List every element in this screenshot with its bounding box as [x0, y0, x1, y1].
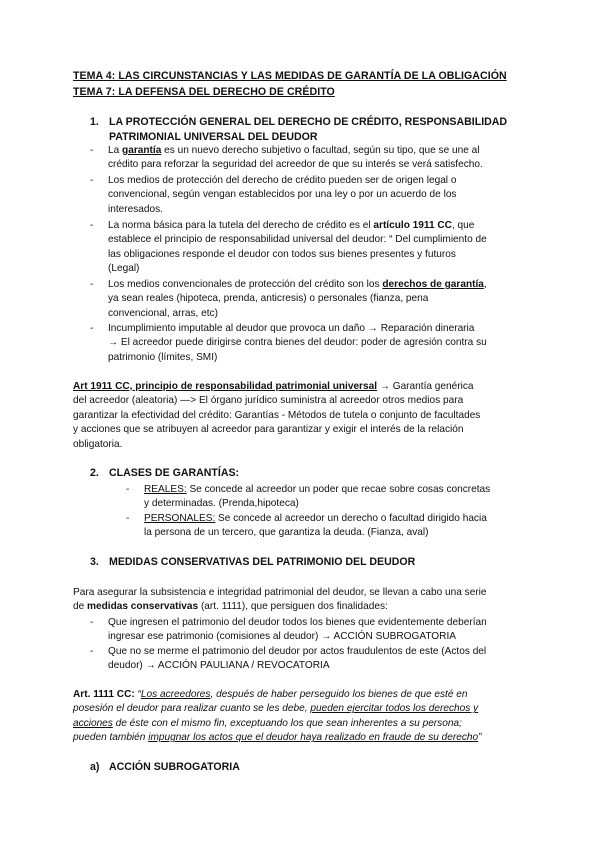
bullet-dash: - — [90, 617, 94, 628]
text-line: crédito para reforzar la seguridad del acreedor de que su interés se verá satisfecho. — [108, 159, 483, 171]
text-line: Incumplimiento imputable al deudor que provoca un daño → Reparación dineraria — [108, 323, 475, 334]
text-run: posesión el deudor para realizar cuanto se les debe, — [73, 703, 311, 715]
text-run: pueden también — [73, 732, 149, 744]
text-line: convencional, arras, etc) — [108, 307, 218, 319]
section-1-heading-line2: PATRIMONIAL UNIVERSAL DEL DEUDOR — [109, 131, 318, 143]
bullet-dash: - — [90, 646, 94, 657]
text-line: (Legal) — [108, 263, 140, 275]
art-1111-paragraph — [73, 688, 533, 746]
subsection-a-number: a) — [90, 761, 100, 773]
section-3-heading — [90, 556, 415, 568]
text-line: del acreedor (aleatoria) —> El órgano jurídico suministra al acreedor otros medios para — [73, 395, 464, 407]
text-run: (art. 1111), que persiguen dos finalidades: — [198, 601, 388, 613]
quote-underlined: Los acreedores — [140, 689, 211, 700]
text-run: de éste con el mismo fin, exceptuando los que sean inherentes a su persona; — [112, 717, 462, 729]
text-line: convencional, según vengan establecidos por una ley o por un acuerdo de los — [108, 189, 457, 201]
text-run: , que — [451, 220, 475, 231]
bullet-dash: - — [90, 220, 94, 231]
text-line: → El acreedor puede dirigirse contra bienes del deudor: poder de agresión contra su — [108, 337, 487, 349]
medidas-conservativas-term: medidas conservativas — [87, 601, 199, 613]
text-line: la persona de un tercero, que garantiza la deuda. (Fianza, aval) — [144, 527, 429, 539]
art-1911-paragraph — [73, 380, 533, 452]
text-run: , — [483, 279, 487, 290]
bullet-dash: - — [126, 513, 130, 524]
text-run: de — [73, 601, 88, 613]
text-line: interesados. — [108, 203, 163, 215]
text-run: La — [108, 145, 123, 156]
text-line: Los medios de protección del derecho de crédito pueden ser de origen legal o — [108, 175, 457, 186]
text-run: → Garantía genérica — [377, 381, 474, 392]
bullet-dash: - — [90, 279, 94, 290]
text-line: y determinadas. (Prenda,hipoteca) — [144, 498, 299, 510]
text-run: Los medios convencionales de protección del crédito son los — [108, 279, 383, 290]
quote-underlined: acciones — [73, 717, 113, 729]
subsection-a-heading-text: ACCIÓN SUBROGATORIA — [109, 761, 240, 773]
text-line: establece el principio de responsabilidad universal del deudor: “ Del cumplimiento de — [108, 234, 487, 246]
section-1-heading — [90, 116, 508, 143]
section-1-number: 1. — [90, 116, 99, 128]
text-line: Que no se merme el patrimonio del deudor por actos fraudulentos de este (Actos del — [108, 646, 487, 657]
text-run: , después de haber perseguido los bienes de que esté en — [210, 689, 468, 700]
section-2-heading — [90, 467, 239, 479]
art-1911-heading: Art 1911 CC, principio de responsabilidad patrimonial universal — [73, 381, 378, 392]
articulo-1911-term: artículo 1911 CC — [373, 220, 452, 231]
section-3-number: 3. — [90, 556, 99, 568]
personales-label: PERSONALES: — [144, 513, 216, 524]
text-line: patrimonio (límites, SMI) — [108, 351, 218, 363]
text-run: es un nuevo derecho subjetivo o facultad, según su tipo, que se une al — [161, 145, 480, 156]
text-line: deudor) → ACCIÓN PAULIANA / REVOCATORIA — [108, 660, 330, 672]
text-run: La norma básica para la tutela del derecho de crédito es el — [108, 220, 374, 231]
text-line: ya sean reales (hipoteca, prenda, anticresis) o personales (fianza, pena — [108, 293, 429, 305]
tema-7-title: TEMA 7: LA DEFENSA DEL DERECHO DE CRÉDITO — [73, 86, 335, 98]
bullet-dash: - — [90, 175, 94, 186]
text-run: Se concede al acreedor un poder que recae sobre cosas concretas — [186, 484, 491, 495]
text-run: ” — [478, 732, 482, 744]
text-line: y acciones que se atribuyen al acreedor para garantizar y exigir el interés de la relación — [73, 424, 464, 436]
text-line: ingresar ese patrimonio (comisiones al deudor) → ACCIÓN SUBROGATORIA — [108, 631, 456, 643]
quote-underlined: impugnar los actos que el deudor haya realizado en fraude de su derecho — [148, 732, 479, 744]
derechos-de-garantia-term: derechos de garantía — [382, 279, 484, 290]
text-run: Se concede al acreedor un derecho o facultad dirigido hacia — [215, 513, 487, 524]
text-line: las obligaciones responde el deudor con todos sus bienes presentes y futuros — [108, 248, 456, 260]
section-1-heading-line1: LA PROTECCIÓN GENERAL DEL DERECHO DE CRÉDITO, RESPONSABILIDAD — [109, 116, 508, 128]
text-line: Para asegurar la subsistencia e integridad patrimonial del deudor, se llevan a cabo una serie — [73, 587, 487, 598]
art-1111-label: Art. 1111 CC: — [73, 689, 135, 700]
text-line: obligatoria. — [73, 438, 123, 450]
section-3-heading-text: MEDIDAS CONSERVATIVAS DEL PATRIMONIO DEL DEUDOR — [109, 556, 416, 568]
quote-underlined: pueden ejercitar todos los derechos y — [310, 703, 479, 715]
text-run: “ — [134, 689, 141, 700]
text-line: garantizar la efectividad del crédito: Garantías - Métodos de tutela o conjunto de facultades — [73, 409, 481, 421]
bullet-dash: - — [90, 323, 94, 334]
reales-label: REALES: — [144, 484, 187, 495]
text-line: Que ingresen el patrimonio del deudor todos los bienes que evidentemente deberían — [108, 617, 487, 628]
subsection-a-heading — [90, 761, 240, 773]
bullet-dash: - — [90, 145, 94, 156]
section-3-intro — [73, 586, 533, 615]
bullet-dash: - — [126, 484, 130, 495]
garantia-term: garantía — [122, 145, 162, 156]
section-2-number: 2. — [90, 467, 99, 479]
section-2-heading-text: CLASES DE GARANTÍAS: — [109, 467, 240, 479]
tema-4-title: TEMA 4: LAS CIRCUNSTANCIAS Y LAS MEDIDAS DE GARANTÍA DE LA OBLIGACIÓN — [73, 70, 507, 82]
